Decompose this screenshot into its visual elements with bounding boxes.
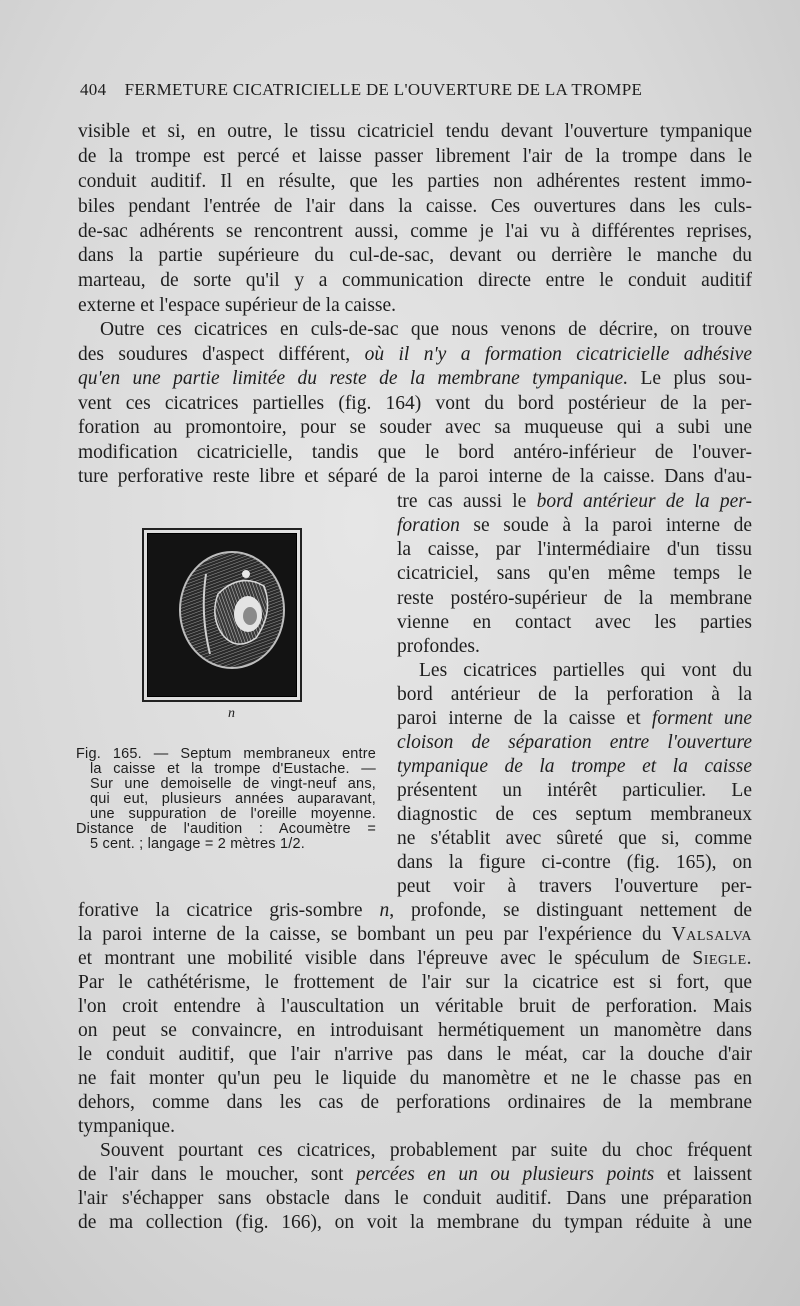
para1-line-2: de la trompe est percé et laisse passer librement l'air de la trompe dans le xyxy=(78,146,752,167)
para3-line-11-text-b: , profonde, se distinguant nettement de xyxy=(389,900,752,921)
para2-right-line-3: la caisse, par l'intermédiaire d'un tissu xyxy=(397,539,752,560)
para3-line-15: l'on croit entendre à l'auscultation un véritable bruit de perforation. Mais xyxy=(78,996,752,1017)
para4-line-2-italic: percées en un ou plusieurs points xyxy=(355,1164,655,1185)
para2-right-line-1-text: tre cas aussi le xyxy=(397,491,537,512)
para3-right-line-5 xyxy=(397,755,752,780)
figure-caption-line-3: Sur une demoiselle de vingt-neuf ans, xyxy=(90,776,376,792)
para2-right-line-2-text: se soude à la paroi interne de xyxy=(459,515,752,536)
para3-line-13-text: et montrant une mobilité visible dans l'épreuve avec le spéculum de xyxy=(78,948,693,969)
para3-right-line-8: ne s'établit avec sûreté que si, comme xyxy=(397,828,752,849)
para2-line-3 xyxy=(78,367,752,392)
para3-right-line-6: présentent un intérêt particulier. Le xyxy=(397,780,752,801)
para3-right-line-1: Les cicatrices partielles qui vont du xyxy=(419,660,752,681)
para2-right-line-6: vienne en contact avec les parties xyxy=(397,612,752,633)
para4-line-2-text-a: de l'air dans le moucher, sont xyxy=(78,1164,356,1185)
figure-label-ref: n xyxy=(379,900,390,921)
para2-line-2-text: des soudures d'aspect différent, xyxy=(78,344,365,365)
para3-line-13 xyxy=(78,947,752,972)
para2-right-line-7: profondes. xyxy=(397,636,480,657)
para3-right-line-3-text: paroi interne de la caisse et xyxy=(397,708,652,729)
figure-165-engraving xyxy=(147,533,297,697)
para1-line-4: biles pendant l'entrée de l'air dans la caisse. Ces ouvertures dans les culs- xyxy=(78,196,752,217)
para3-line-11-text-a: forative la cicatrice gris-sombre xyxy=(78,900,380,921)
para3-line-12 xyxy=(78,923,752,948)
para2-line-3-text: Le plus sou- xyxy=(628,368,752,389)
para2-line-1: Outre ces cicatrices en culs-de-sac que nous venons de décrire, on trouve xyxy=(100,319,752,340)
para2-right-line-2-italic: foration xyxy=(397,515,460,536)
para4-line-3: l'air s'échapper sans obstacle dans le conduit auditif. Dans une préparation xyxy=(78,1188,752,1209)
name-siegle: Siegle. xyxy=(692,948,752,969)
para3-right-line-7: diagnostic de ces septum membraneux xyxy=(397,804,752,825)
para1-line-6: dans la partie supérieure du cul-de-sac, devant ou derrière le manche du xyxy=(78,245,752,266)
para3-right-line-9: dans la figure ci-contre (fig. 165), on xyxy=(397,852,752,873)
para1-line-1: visible et si, en outre, le tissu cicatriciel tendu devant l'ouverture tympanique xyxy=(78,121,752,142)
figure-caption-line-7: 5 cent. ; langage = 2 mètres 1/2. xyxy=(90,836,305,852)
para3-line-18: ne fait monter qu'un peu le liquide du manomètre et ne le chasse pas en xyxy=(78,1068,752,1089)
figure-165 xyxy=(142,528,302,702)
figure-caption-line-4: qui eut, plusieurs années auparavant, xyxy=(90,791,376,807)
para3-line-16: on peut se convaincre, en introduisant hermétiquement un manomètre dans xyxy=(78,1020,752,1041)
para3-right-line-4-italic: cloison de séparation entre l'ouverture xyxy=(397,732,752,753)
figure-label: n xyxy=(228,706,235,721)
para1-line-3: conduit auditif. Il en résulte, que les parties non adhérentes restent immo- xyxy=(78,171,752,192)
running-header xyxy=(80,80,700,100)
para3-line-20: tympanique. xyxy=(78,1116,175,1137)
name-valsalva: Valsalva xyxy=(671,924,752,945)
para3-line-17: le conduit auditif, que l'air n'arrive pas dans le méat, car la douche d'air xyxy=(78,1044,752,1065)
para2-line-2-italic: où il n'y a formation cicatricielle adhésive xyxy=(364,344,752,365)
para3-line-19: dehors, comme dans les cas de perforations ordinaires de la membrane xyxy=(78,1092,752,1113)
para2-line-2 xyxy=(78,343,752,368)
para1-line-7: marteau, de sorte qu'il y a communication directe entre le conduit auditif xyxy=(78,270,752,291)
para3-line-14: Par le cathétérisme, le frottement de l'air sur la cicatrice est si fort, que xyxy=(78,972,752,993)
figure-caption-line-5: une suppuration de l'oreille moyenne. xyxy=(90,806,376,822)
figure-caption-line-2: la caisse et la trompe d'Eustache. — xyxy=(90,761,376,777)
para3-right-line-5-italic: tympanique de la trompe et la caisse xyxy=(397,756,752,777)
para2-line-7: ture perforative reste libre et séparé de la paroi interne de la caisse. Dans d'au- xyxy=(78,466,752,487)
para2-line-5: foration au promontoire, pour se souder avec sa muqueuse qui a subi une xyxy=(78,417,752,438)
para3-right-line-2: bord antérieur de la perforation à la xyxy=(397,684,752,705)
figure-caption-line-6: Distance de l'audition : Acoumètre = xyxy=(76,821,376,837)
running-title: FERMETURE CICATRICIELLE DE L'OUVERTURE DE LA TROMPE xyxy=(124,80,643,99)
para3-right-line-3-italic: forment une xyxy=(651,708,752,729)
para2-line-6: modification cicatricielle, tandis que le bord antéro-inférieur de l'ouver- xyxy=(78,442,752,463)
para3-right-line-4 xyxy=(397,731,752,756)
para4-line-2-text-b: et laissent xyxy=(654,1164,752,1185)
para2-right-line-5: reste postéro-supérieur de la membrane xyxy=(397,588,752,609)
para2-line-4: vent ces cicatrices partielles (fig. 164) vont du bord postérieur de la per- xyxy=(78,393,752,414)
para3-right-line-3 xyxy=(397,707,752,732)
para2-right-line-4: cicatriciel, sans qu'en même temps le xyxy=(397,563,752,584)
para1-line-5: de-sac adhérents se rencontrent aussi, comme je l'ai vu à différentes reprises, xyxy=(78,221,752,242)
para1-line-8: externe et l'espace supérieur de la caisse. xyxy=(78,295,397,316)
para2-right-line-1-italic: bord antérieur de la per- xyxy=(536,491,752,512)
para4-line-4: de ma collection (fig. 166), on voit la membrane du tympan réduite à une xyxy=(78,1212,752,1233)
para4-line-1: Souvent pourtant ces cicatrices, probablement par suite du choc fréquent xyxy=(100,1140,752,1161)
para2-right-line-2 xyxy=(397,514,752,539)
para2-line-3-italic: qu'en une partie limitée du reste de la membrane tympanique. xyxy=(78,368,629,389)
para2-right-line-1 xyxy=(397,490,752,515)
para4-line-2 xyxy=(78,1163,752,1188)
eardrum-illustration xyxy=(148,534,298,698)
figure-caption-line-1: Fig. 165. — Septum membraneux entre xyxy=(76,746,376,762)
para3-line-12-text: la paroi interne de la caisse, se bombant un peu par l'expérience du xyxy=(78,924,672,945)
para3-right-line-10: peut voir à travers l'ouverture per- xyxy=(397,876,752,897)
para3-line-11 xyxy=(78,899,752,924)
page-number: 404 xyxy=(80,80,107,99)
